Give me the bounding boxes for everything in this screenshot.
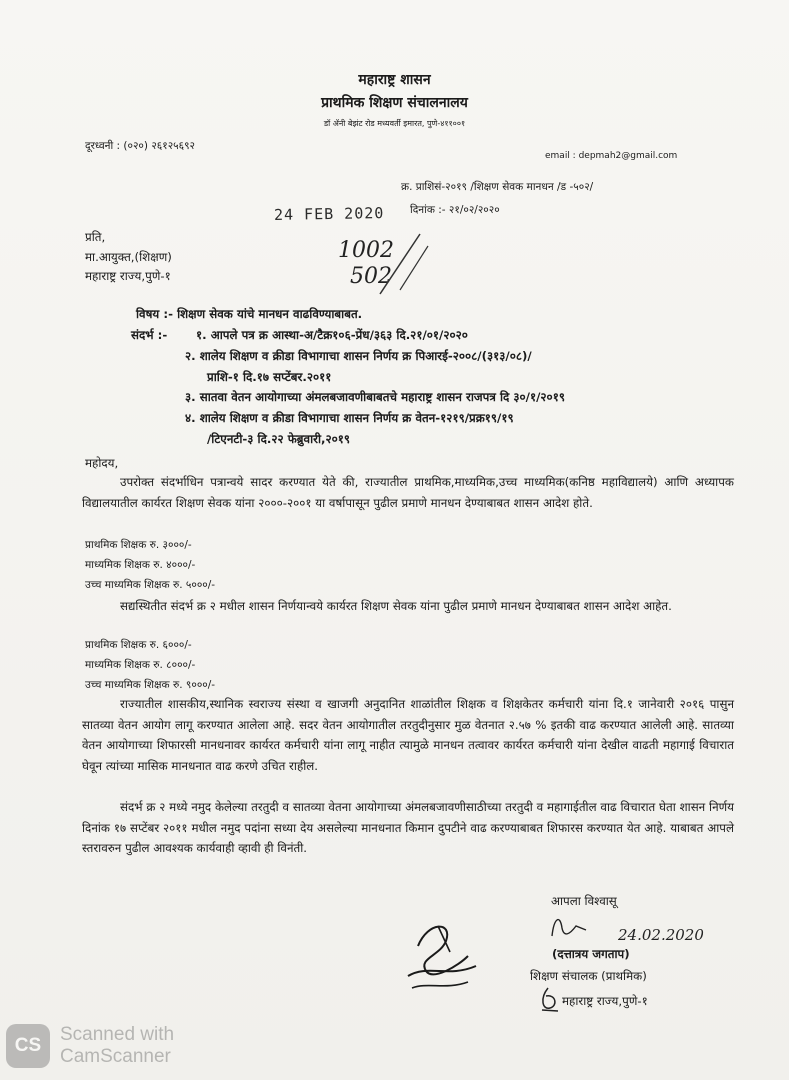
old-rate-secondary: माध्यमिक शिक्षक रु. ४०००/- xyxy=(85,559,196,571)
recipient-line2: महाराष्ट्र राज्य,पुणे-१ xyxy=(85,269,171,283)
signatory-designation: शिक्षण संचालक (प्राथमिक) xyxy=(530,969,647,983)
handwritten-sign-date: 24.02.2020 xyxy=(618,926,704,944)
handwritten-inward-number: 1002 xyxy=(338,238,394,263)
received-date-stamp: 24 FEB 2020 xyxy=(273,204,385,224)
reference-item-4: ४. शालेय शिक्षण व क्रीडा विभागाचा शासन निर्णय क्र वेतन-१२१९/प्रक्र१९/१९ xyxy=(185,411,514,425)
reference-number: क्र. प्राशिसं-२०१९ /शिक्षण सेवक मानधन /ड -५०२/ xyxy=(401,181,594,193)
signatory-place: महाराष्ट्र राज्य,पुणे-१ xyxy=(562,994,648,1008)
watermark-line1: Scanned with xyxy=(60,1024,175,1045)
paragraph-3: राज्यातील शासकीय,स्थानिक स्वराज्य संस्था व खाजगी अनुदानित शाळांतील शिक्षक व शिक्षकेतर कर्मचारी यांना दि.१ जानेवारी २०१६ पासुन सातव्या वेतन आयोग लागू करण्यात आलेला आहे. सदर वेतन आयोगातील तरतुदीनुसार मुळ वेतनात २.५७ % इतकी वाढ करण्यात आलेली आहे. सातव्या वेतन आयोगाच्या शिफारसी मानधनावर कार्यरत कर्मचारी यांना लागू नाहीत त्यामुळे मानधन तत्वावर कार्यरत कर्मचारी यांना देखील वाढती महागाई विचारात घेवून त्यांच्या मासिक मानधनात वाढ करणे उचित राहील. xyxy=(82,697,734,773)
header-directorate: प्राथमिक शिक्षण संचालनालय xyxy=(321,95,468,111)
signatory-name: (दत्तात्रय जगताप) xyxy=(552,947,630,961)
header-government: महाराष्ट्र शासन xyxy=(358,72,431,88)
email-address: email : depmah2@gmail.com xyxy=(545,151,678,161)
handwritten-scribble-mark xyxy=(320,226,440,306)
camscanner-logo-icon: CS xyxy=(6,1024,50,1068)
references-label: संदर्भ :- xyxy=(131,328,168,342)
watermark-text xyxy=(60,1024,174,1068)
new-rate-primary: प्राथमिक शिक्षक रु. ६०००/- xyxy=(85,639,192,651)
paragraph-1: उपरोक्त संदर्भाधिन पत्रान्वये सादर करण्यात येते की, राज्यातील प्राथमिक,माध्यमिक,उच्च माध्यमिक(कनिष्ठ महाविद्यालये) आणि अध्यापक विद्यालयातील कार्यरत शिक्षण सेवक यांना २०००-२००१ या वर्षापासून पुढील प्रमाणे मानधन देण्याबाबत शासन आदेश होते. xyxy=(82,475,734,510)
watermark-line2: CamScanner xyxy=(60,1046,171,1067)
reference-item-1: १. आपले पत्र क्र आस्था-अ/टैक्र१०६-प्रेंध/३६३ दि.२१/०१/२०२० xyxy=(196,328,468,342)
header-address: डॉ ॲनी बेझंट रोड मध्यवर्ती इमारत, पुणे-४११००१ xyxy=(323,119,466,128)
signature-mark xyxy=(398,916,488,996)
reference-item-2-cont: प्राशि-१ दि.१७ सप्टेंबर.२०११ xyxy=(207,370,332,384)
recipient-prati: प्रति, xyxy=(85,230,106,244)
paragraph-2: सद्यस्थितीत संदर्भ क्र २ मधील शासन निर्णयान्वये कार्यरत शिक्षण सेवक यांना पुढील प्रमाणे मानधन देण्याबाबत शासन आदेश आहेत. xyxy=(120,599,672,613)
letter-date: दिनांक :- २१/०२/२०२० xyxy=(410,204,500,216)
new-rate-secondary: माध्यमिक शिक्षक रु. ८०००/- xyxy=(85,659,196,671)
handwritten-inward-number-2: 502 xyxy=(350,264,392,289)
place-initial-scribble xyxy=(536,984,562,1014)
paragraph-4: संदर्भ क्र २ मध्ये नमुद केलेल्या तरतुदी व सातव्या वेतना आयोगाच्या अंमलबजावणीसाठीच्या तरतुदी व महागाईतील वाढ विचारात घेता शासन निर्णय दिनांक १७ सप्टेंबर २०११ मधील नमुद पदांना सध्या देय असलेल्या मानधनात किमान दुपटीने वाढ करण्याबाबत शिफारस करण्यात येत आहे. याबाबत आपले स्तरावरुन पुढील आवश्यक कार्यवाही व्हावी ही विनंती. xyxy=(82,800,734,855)
reference-item-3: ३. सातवा वेतन आयोगाच्या अंमलबजावणीबाबतचे महाराष्ट्र शासन राजपत्र दि ३०/१/२०१९ xyxy=(185,390,565,404)
recipient-line1: मा.आयुक्त,(शिक्षण) xyxy=(85,250,172,264)
old-rate-primary: प्राथमिक शिक्षक रु. ३०००/- xyxy=(85,539,192,551)
reference-item-4-cont: /टिएनटी-३ दि.२२ फेब्रुवारी,२०१९ xyxy=(207,432,351,446)
subject-line: विषय :- शिक्षण सेवक यांचे मानधन वाढविण्याबाबत. xyxy=(136,307,363,321)
new-rate-higher-secondary: उच्च माध्यमिक शिक्षक रु. ९०००/- xyxy=(85,679,216,691)
camscanner-watermark xyxy=(6,1024,174,1068)
signature-initial-scribble xyxy=(546,908,626,944)
signature-closing: आपला विश्वासू xyxy=(551,894,617,908)
salutation: महोदय, xyxy=(85,456,119,470)
old-rate-higher-secondary: उच्च माध्यमिक शिक्षक रु. ५०००/- xyxy=(85,579,216,591)
phone-number: दूरध्वनी : (०२०) २६१२५६९२ xyxy=(85,140,196,152)
reference-item-2: २. शालेय शिक्षण व क्रीडा विभागाचा शासन निर्णय क्र पिआरई-२००८/(३१३/०८)/ xyxy=(185,349,532,363)
